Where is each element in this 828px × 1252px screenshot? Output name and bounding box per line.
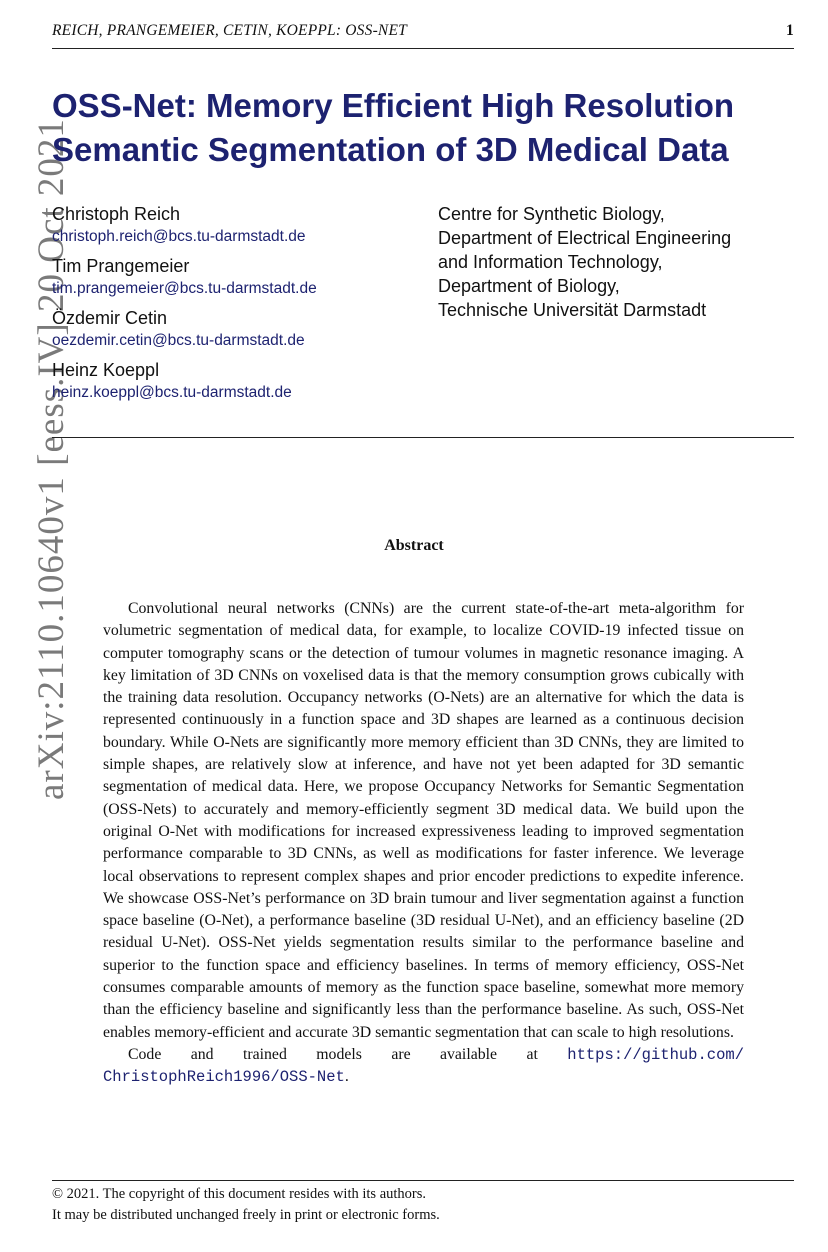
title-line-1: OSS-Net: Memory Efficient High Resolution [52,87,735,124]
divider-top [52,437,794,438]
code-prefix: Code and trained models are available at [128,1045,568,1063]
abstract-heading: Abstract [384,537,444,554]
author-email[interactable]: oezdemir.cetin@bcs.tu-darmstadt.de [52,332,305,349]
affiliation-line: Technische Universität Darmstadt [438,300,707,320]
code-suffix: . [344,1068,349,1086]
distribution-line: It may be distributed unchanged freely in print or electronic forms. [52,1207,440,1223]
author-entry [52,254,432,300]
affiliation-line: Department of Electrical Engineering [438,228,732,248]
running-header [52,22,794,49]
author-email[interactable]: christoph.reich@bcs.tu-darmstadt.de [52,228,306,245]
copyright-line: © 2021. The copyright of this document resides with its authors. [52,1186,427,1202]
paper-title [52,84,812,172]
abstract-body: Convolutional neural networks (CNNs) are the current state-of-the-art meta-algorithm for volumetric segmentation of medical data, for example, to localize COVID-19 infected tissue on computer tomography scans or the detection of tumour volumes in magnetic resonance imaging. A key limitation of 3D CNNs on voxelised data is that the memory consumption grows cubically with the training data resolution. Occupancy networks (O-Nets) are an alternative for which the data is represented continuously in a function space and 3D shapes are learned as a continuous decision boundary. While O-Nets are significantly more memory efficient than 3D CNNs, they are limited to simple shapes, are relatively slow at inference, and have not yet been adapted for 3D semantic segmentation of medical data. Here, we propose Occupancy Networks for Semantic Segmentation (OSS-Nets) to accurately and memory-efficiently segment 3D medical data. We build upon the original O-Net with modifications for increased expressiveness leading to improved segmentation performance comparable to 3D CNNs, as well as modifications for faster inference. We leverage local observations to represent complex shapes and prior encoder predictions to expedite inference. We showcase OSS-Net’s performance on 3D brain tumour and liver segmentation against a function space baseline (O-Net), a performance baseline (3D residual U-Net), and an efficiency baseline (2D residual U-Net). OSS-Net yields segmentation results similar to the performance baseline and superior to the function space and efficiency baselines. In terms of memory efficiency, OSS-Net consumes comparable amounts of memory as the function space baseline, somewhat more memory than the efficiency baseline and significantly less than the performance baseline. As such, OSS-Net enables memory-efficient and accurate 3D semantic segmentation that can scale to high resolutions. [103,600,744,1041]
author-entry [52,306,432,352]
author-entry [52,358,432,404]
author-entry [52,202,432,248]
divider-bottom [52,1180,794,1181]
copyright-footer [52,1184,794,1226]
affiliation-line: Department of Biology, [438,276,620,296]
affiliation-line: and Information Technology, [438,252,663,272]
author-name: Özdemir Cetin [52,308,168,328]
author-email[interactable]: heinz.koeppl@bcs.tu-darmstadt.de [52,384,292,401]
running-title: REICH, PRANGEMEIER, CETIN, KOEPPL: OSS-NET [52,22,407,39]
arxiv-stamp: arXiv:2110.10640v1 [eess.IV] 20 Oct 2021 [31,118,72,800]
affiliation-block [438,202,808,322]
affiliation-line: Centre for Synthetic Biology, [438,204,665,224]
code-link[interactable]: https://github.com/ ChristophReich1996/OSS-Net [103,1045,744,1087]
author-list [52,202,432,410]
code-availability [103,1044,744,1089]
author-email[interactable]: tim.prangemeier@bcs.tu-darmstadt.de [52,280,317,297]
abstract-section [103,598,744,1089]
title-line-2: Semantic Segmentation of 3D Medical Data [52,131,729,168]
page-number: 1 [786,22,794,39]
author-name: Christoph Reich [52,204,181,224]
author-name: Heinz Koeppl [52,360,160,380]
author-name: Tim Prangemeier [52,256,190,276]
